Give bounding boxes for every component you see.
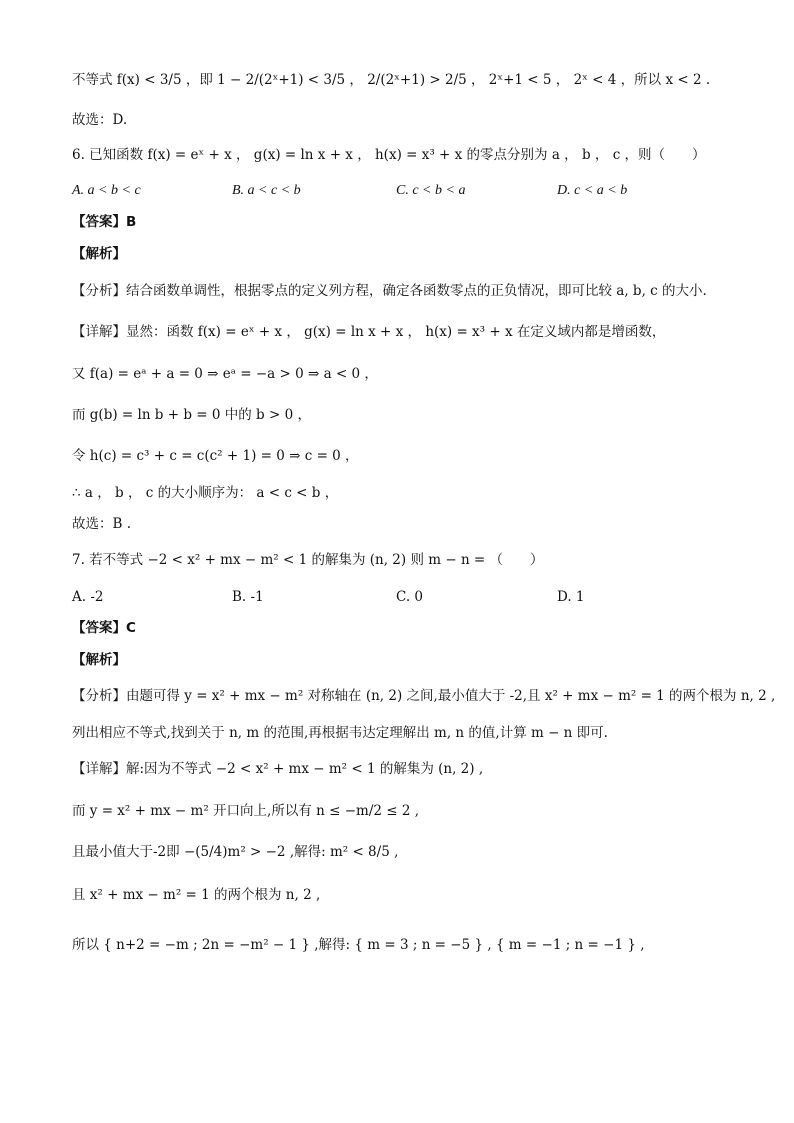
q6-analysis-heading: 【解析】 [72,246,126,262]
q6-analysis: 【分析】结合函数单调性，根据零点的定义列方程，确定各函数零点的正负情况，即可比较 a, b, c 的大小. [72,283,707,299]
q7-detail-4: 且 x² + mx − m² = 1 的两个根为 n, 2 , [72,887,321,903]
q7-detail-3: 且最小值大于-2即 −(5/4)m² > −2 ,解得: m² < 8/5 , [72,844,399,860]
question-7: 7. 若不等式 −2 < x² + mx − m² < 1 的解集为 (n, 2) 则 m − n = （ ） [72,552,544,568]
q6-detail-1: 【详解】显然：函数 f(x) = eˣ + x ， g(x) = ln x + x ， h(x) = x³ + x 在定义域内都是增函数， [72,324,666,340]
q7-analysis-2: 列出相应不等式,找到关于 n, m 的范围,再根据韦达定理解出 m, n 的值,计算 m − n 即可. [72,725,608,741]
q7-answer: 【答案】C [72,620,136,636]
q7-option-c: C. 0 [396,589,424,605]
text-l3: 6. 已知函数 f(x) = eˣ + x ， g(x) = ln x + x ， h(x) = x³ + x 的零点分别为 a ， b ， c ，则（ ） [72,147,706,163]
solution-line-inequality [72,70,754,90]
q6-choice: 故选：B . [72,516,132,532]
q7-detail-2: 而 y = x² + mx − m² 开口向上,所以有 n ≤ −m/2 ≤ 2 , [72,803,420,819]
q7-detail-1: 【详解】解:因为不等式 −2 < x² + mx − m² < 1 的解集为 (n, 2) , [72,761,484,777]
q7-option-d: D. 1 [557,589,585,605]
q6-detail-4: 令 h(c) = c³ + c = c(c² + 1) = 0 ⇒ c = 0 ， [72,448,359,464]
q6-detail-2: 又 f(a) = eᵃ + a = 0 ⇒ eᵃ = −a > 0 ⇒ a < 0 ， [72,366,378,382]
q6-option-b: B. a < c < b [232,183,301,198]
q7-analysis-1: 【分析】由题可得 y = x² + mx − m² 对称轴在 (n, 2) 之间,最小值大于 -2,且 x² + mx − m² = 1 的两个根为 n, 2 , [72,688,776,704]
q6-detail-3: 而 g(b) = ln b + b = 0 中的 b > 0 ， [72,407,311,423]
answer-choice-d [72,110,754,130]
q6-detail-5: ∴ a ， b ， c 的大小顺序为： a < c < b ， [72,485,339,501]
text-l2: 故选：D. [72,112,128,128]
q7-option-b: B. -1 [232,589,264,605]
q6-option-a: A. a < b < c [72,183,141,198]
q7-option-a: A. -2 [72,589,104,605]
q6-answer: 【答案】B [72,214,137,230]
q6-option-d: D. c < a < b [557,183,628,198]
question-6 [72,145,754,165]
q7-detail-5: 所以 { n+2 = −m ; 2n = −m² − 1 } ,解得: { m = 3 ; n = −5 } , { m = −1 ; n = −1 } , [72,937,645,953]
text-l1: 不等式 f(x) < 3/5 ，即 1 − 2/(2ˣ+1) < 3/5 ， 2/(2ˣ+1) > 2/5 ， 2ˣ+1 < 5 ， 2ˣ < 4 ，所以 x < 2 . [72,72,711,88]
q6-option-c: C. c < b < a [396,183,466,198]
q7-analysis-heading: 【解析】 [72,652,126,668]
